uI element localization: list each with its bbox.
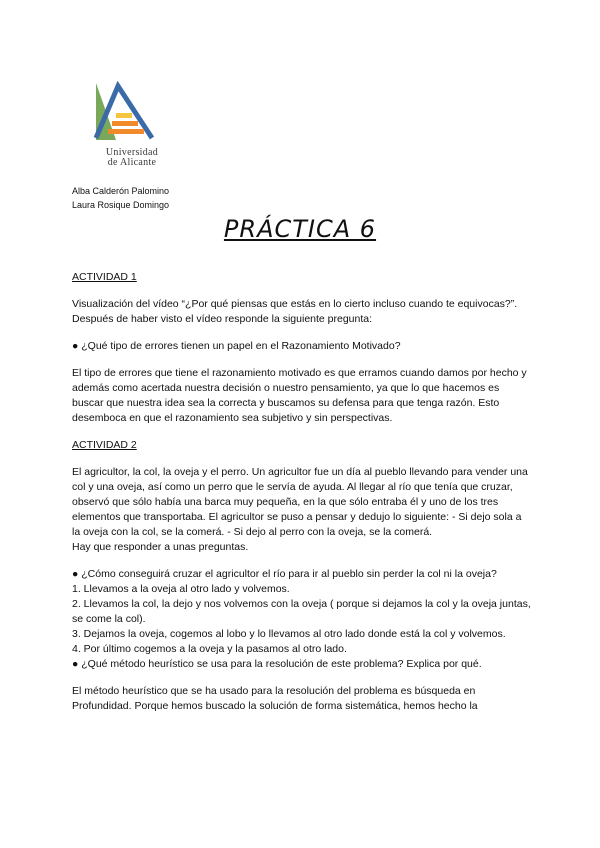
actividad1-answer: El tipo de errores que tiene el razonamiento motivado es que erramos cuando damos por hecho y además como acertada nuestra decisión o nuestro pensamiento, ya que lo que hacemos es buscar que nuestra idea sea la correcta y buscamos su defensa para que tenga razón. Esto desemboca en que el razonamiento sea subjetivo y sin perspectivas.	[72, 367, 527, 424]
step-3: 3. Dejamos la oveja, cogemos al lobo y lo llevamos al otro lado donde está la col y volvemos.	[72, 628, 506, 640]
actividad2-story: El agricultor, la col, la oveja y el perro. Un agricultor fue un día al pueblo llevando para vender una col y una oveja, así como un perro que le servía de ayuda. Al llegar al río que tenía que cruzar, observó que sólo había una barca muy pequeña, en la que sólo entraba él y uno de los tres elementos que transportaba. El agricultor se puso a pensar y dedujo lo siguiente: - Si dejo sola a la oveja con la col, se la comerá. - Si dejo al perro con la oveja, se la comerá.	[72, 466, 528, 538]
page-title: PRÁCTICA 6	[223, 215, 377, 243]
document-body	[72, 270, 532, 726]
logo-yellow-band	[116, 113, 132, 118]
actividad2-heading: ACTIVIDAD 2	[72, 439, 137, 451]
actividad1-intro: Visualización del vídeo “¿Por qué piensas que estás en lo cierto incluso cuando te equivocas?”. Después de haber visto el vídeo responde la siguiente pregunta:	[72, 298, 518, 325]
author-1: Alba Calderón Palomino	[72, 186, 170, 196]
university-name	[90, 148, 174, 168]
step-2: 2. Llevamos la col, la dejo y nos volvemos con la oveja ( porque si dejamos la col y la oveja juntas, se come la col).	[72, 598, 531, 625]
actividad1-heading: ACTIVIDAD 1	[72, 271, 137, 283]
actividad2-question1: ● ¿Cómo conseguirá cruzar el agricultor el río para ir al pueblo sin perder la col ni la oveja?	[72, 568, 497, 580]
university-name-line1: Universidad	[105, 147, 159, 158]
actividad2-question2: ● ¿Qué método heurístico se usa para la resolución de este problema? Explica por qué.	[72, 658, 482, 670]
author-2: Laura Rosique Domingo	[72, 200, 170, 210]
actividad1-question: ● ¿Qué tipo de errores tienen un papel en el Razonamiento Motivado?	[72, 340, 401, 352]
logo-orange-band-2	[108, 129, 144, 134]
step-1: 1. Llevamos a la oveja al otro lado y volvemos.	[72, 583, 290, 595]
actividad2-story-end: Hay que responder a unas preguntas.	[72, 541, 249, 553]
actividad2-answer2: El método heurístico que se ha usado para la resolución del problema es búsqueda en Profundidad. Porque hemos buscado la solución de forma sistemática, hemos hecho la	[72, 685, 478, 712]
authors	[72, 184, 169, 212]
university-name-line2: de Alicante	[107, 157, 157, 168]
step-4: 4. Por último cogemos a la oveja y la pasamos al otro lado.	[72, 643, 347, 655]
logo-orange-band-1	[112, 121, 138, 126]
